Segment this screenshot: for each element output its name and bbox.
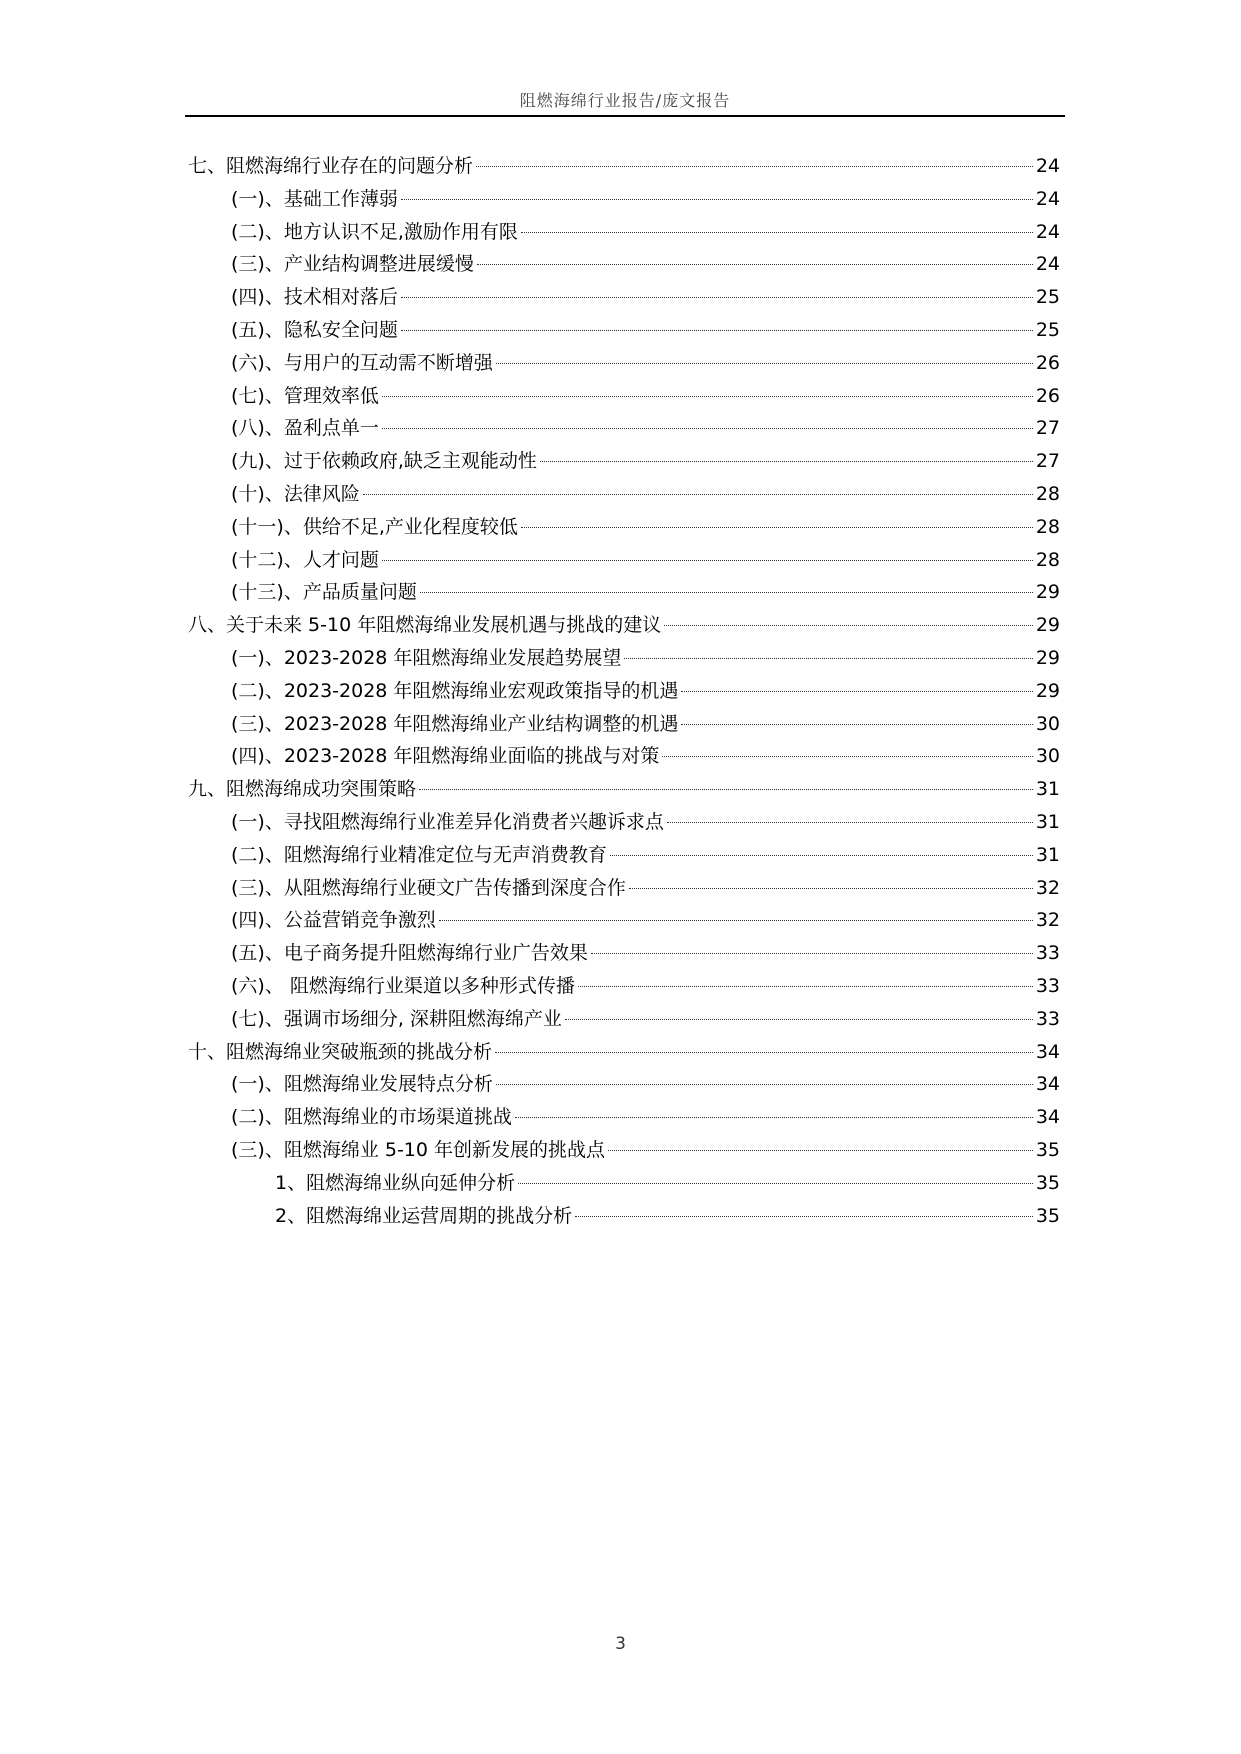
toc-entry-page: 28 xyxy=(1035,548,1060,571)
toc-entry[interactable] xyxy=(188,183,1060,216)
toc-entry-page: 27 xyxy=(1035,450,1060,473)
dot-leader xyxy=(401,330,1033,331)
toc-entry-title: (一)、基础工作薄弱 xyxy=(231,187,398,210)
toc-entry-page: 33 xyxy=(1035,942,1060,965)
dot-leader xyxy=(496,1084,1033,1085)
toc-entry[interactable] xyxy=(188,1003,1060,1036)
toc-entry-page: 35 xyxy=(1035,1138,1060,1161)
dot-leader xyxy=(382,428,1033,429)
toc-entry-page: 24 xyxy=(1035,155,1060,177)
toc-entry[interactable] xyxy=(188,544,1060,577)
toc-entry-page: 28 xyxy=(1035,515,1060,538)
dot-leader xyxy=(681,691,1032,692)
toc-entry-page: 25 xyxy=(1035,318,1060,341)
toc-entry-title: (七)、强调市场细分, 深耕阻燃海绵产业 xyxy=(231,1007,562,1030)
toc-entry-title: (九)、过于依赖政府,缺乏主观能动性 xyxy=(231,450,537,473)
toc-entry-page: 32 xyxy=(1035,909,1060,932)
dot-leader xyxy=(629,888,1033,889)
toc-entry[interactable] xyxy=(188,1167,1060,1200)
dot-leader xyxy=(363,494,1033,495)
toc-entry-title: (六)、与用户的互动需不断增强 xyxy=(231,351,493,374)
toc-entry-title: (五)、隐私安全问题 xyxy=(231,318,398,341)
toc-entry-title: (四)、技术相对落后 xyxy=(231,286,398,309)
toc-entry[interactable] xyxy=(188,872,1060,905)
dot-leader xyxy=(476,166,1033,167)
toc-entry-title: 1、阻燃海绵业纵向延伸分析 xyxy=(275,1171,516,1194)
toc-entry-title: (二)、阻燃海绵业的市场渠道挑战 xyxy=(231,1106,512,1129)
toc-entry-title: (三)、产业结构调整进展缓慢 xyxy=(231,253,474,276)
dot-leader xyxy=(591,953,1033,954)
dot-leader xyxy=(515,1117,1033,1118)
toc-entry[interactable] xyxy=(188,478,1060,511)
toc-entry-page: 34 xyxy=(1035,1040,1060,1063)
dot-leader xyxy=(521,232,1033,233)
toc-entry[interactable] xyxy=(188,1134,1060,1167)
dot-leader xyxy=(578,986,1033,987)
dot-leader xyxy=(662,756,1032,757)
toc-entry[interactable] xyxy=(188,1068,1060,1101)
running-header: 阻燃海绵行业报告/庞文报告 xyxy=(519,91,731,110)
toc-entry[interactable] xyxy=(188,380,1060,413)
dot-leader xyxy=(419,789,1033,790)
toc-entry[interactable] xyxy=(188,1200,1060,1233)
toc-entry-title: (一)、寻找阻燃海绵行业准差异化消费者兴趣诉求点 xyxy=(231,810,664,833)
dot-leader xyxy=(382,560,1033,561)
toc-entry-page: 32 xyxy=(1035,876,1060,899)
toc-entry[interactable] xyxy=(188,839,1060,872)
toc-entry-title: (三)、阻燃海绵业 5-10 年创新发展的挑战点 xyxy=(231,1138,606,1161)
toc-entry-title: (十一)、供给不足,产业化程度较低 xyxy=(231,515,518,538)
toc-entry-title: 七、阻燃海绵行业存在的问题分析 xyxy=(188,155,474,177)
toc-entry-page: 29 xyxy=(1035,614,1060,637)
toc-entry-page: 33 xyxy=(1035,1007,1060,1030)
toc-entry[interactable] xyxy=(188,904,1060,937)
toc-entry[interactable] xyxy=(188,708,1060,741)
toc-entry[interactable] xyxy=(188,511,1060,544)
toc-entry-title: (七)、管理效率低 xyxy=(231,384,379,407)
toc-entry[interactable] xyxy=(188,1101,1060,1134)
toc-entry-title: (三)、2023-2028 年阻燃海绵业产业结构调整的机遇 xyxy=(231,712,679,735)
dot-leader xyxy=(608,1150,1033,1151)
page-number: 3 xyxy=(615,1634,626,1654)
toc-entry[interactable] xyxy=(188,281,1060,314)
dot-leader xyxy=(382,396,1033,397)
toc-entry[interactable] xyxy=(188,806,1060,839)
toc-entry-title: (十二)、人才问题 xyxy=(231,548,379,571)
toc-entry-page: 29 xyxy=(1035,646,1060,669)
toc-entry[interactable] xyxy=(188,970,1060,1003)
toc-entry-page: 31 xyxy=(1035,843,1060,866)
toc-entry[interactable] xyxy=(188,1036,1060,1069)
toc-entry-title: 八、关于未来 5-10 年阻燃海绵业发展机遇与挑战的建议 xyxy=(188,614,662,637)
dot-leader xyxy=(540,461,1033,462)
toc-entry-page: 25 xyxy=(1035,286,1060,309)
toc-entry-title: (四)、公益营销竞争激烈 xyxy=(231,909,436,932)
toc-entry-title: (八)、盈利点单一 xyxy=(231,417,379,440)
toc-entry[interactable] xyxy=(188,216,1060,249)
dot-leader xyxy=(565,1019,1033,1020)
toc-entry-page: 29 xyxy=(1035,679,1060,702)
toc-entry[interactable] xyxy=(188,248,1060,281)
toc-entry-page: 33 xyxy=(1035,974,1060,997)
toc-entry-title: (一)、阻燃海绵业发展特点分析 xyxy=(231,1073,493,1096)
dot-leader xyxy=(624,658,1032,659)
toc-entry-page: 28 xyxy=(1035,482,1060,505)
toc-entry-title: 九、阻燃海绵成功突围策略 xyxy=(188,778,417,801)
toc-entry-page: 35 xyxy=(1035,1204,1060,1227)
dot-leader xyxy=(477,264,1033,265)
dot-leader xyxy=(681,724,1032,725)
toc-entry-page: 27 xyxy=(1035,417,1060,440)
toc-entry-title: (二)、地方认识不足,激励作用有限 xyxy=(231,220,518,243)
toc-entry-title: (二)、阻燃海绵行业精准定位与无声消费教育 xyxy=(231,843,607,866)
toc-entry[interactable] xyxy=(188,576,1060,609)
toc-entry[interactable] xyxy=(188,937,1060,970)
toc-entry[interactable] xyxy=(188,642,1060,675)
dot-leader xyxy=(420,592,1033,593)
dot-leader xyxy=(495,1052,1033,1053)
toc-entry-title: (四)、2023-2028 年阻燃海绵业面临的挑战与对策 xyxy=(231,745,660,768)
toc-entry-page: 35 xyxy=(1035,1171,1060,1194)
toc-entry-page: 24 xyxy=(1035,253,1060,276)
toc-entry-page: 31 xyxy=(1035,778,1060,801)
toc-entry-page: 29 xyxy=(1035,581,1060,604)
dot-leader xyxy=(575,1216,1033,1217)
toc-entry[interactable] xyxy=(188,445,1060,478)
toc-entry[interactable] xyxy=(188,347,1060,380)
toc-entry-page: 30 xyxy=(1035,712,1060,735)
toc-entry-title: (十三)、产品质量问题 xyxy=(231,581,417,604)
toc-entry-title: 十、阻燃海绵业突破瓶颈的挑战分析 xyxy=(188,1040,493,1063)
toc-entry[interactable] xyxy=(188,773,1060,806)
toc-entry[interactable] xyxy=(188,412,1060,445)
dot-leader xyxy=(439,920,1033,921)
toc-entry-page: 26 xyxy=(1035,351,1060,374)
dot-leader xyxy=(401,199,1033,200)
table-of-contents xyxy=(188,150,1060,1232)
dot-leader xyxy=(518,1183,1033,1184)
toc-entry-page: 26 xyxy=(1035,384,1060,407)
dot-leader xyxy=(667,822,1033,823)
toc-entry[interactable] xyxy=(188,740,1060,773)
dot-leader xyxy=(664,625,1033,626)
dot-leader xyxy=(521,527,1033,528)
toc-entry-page: 31 xyxy=(1035,810,1060,833)
toc-entry-title: (六)、 阻燃海绵行业渠道以多种形式传播 xyxy=(231,974,575,997)
toc-entry-page: 34 xyxy=(1035,1073,1060,1096)
toc-entry[interactable] xyxy=(188,609,1060,642)
dot-leader xyxy=(401,297,1033,298)
toc-entry-title: 2、阻燃海绵业运营周期的挑战分析 xyxy=(275,1204,573,1227)
toc-entry-title: (二)、2023-2028 年阻燃海绵业宏观政策指导的机遇 xyxy=(231,679,679,702)
toc-entry-page: 30 xyxy=(1035,745,1060,768)
toc-entry-title: (十)、法律风险 xyxy=(231,482,360,505)
toc-entry-title: (一)、2023-2028 年阻燃海绵业发展趋势展望 xyxy=(231,646,622,669)
toc-entry-page: 34 xyxy=(1035,1106,1060,1129)
toc-entry[interactable] xyxy=(188,150,1060,183)
header-rule xyxy=(185,115,1065,117)
toc-entry[interactable] xyxy=(188,675,1060,708)
toc-entry[interactable] xyxy=(188,314,1060,347)
toc-entry-title: (五)、电子商务提升阻燃海绵行业广告效果 xyxy=(231,942,588,965)
dot-leader xyxy=(610,855,1033,856)
toc-entry-page: 24 xyxy=(1035,187,1060,210)
dot-leader xyxy=(496,363,1033,364)
toc-entry-page: 24 xyxy=(1035,220,1060,243)
toc-entry-title: (三)、从阻燃海绵行业硬文广告传播到深度合作 xyxy=(231,876,626,899)
